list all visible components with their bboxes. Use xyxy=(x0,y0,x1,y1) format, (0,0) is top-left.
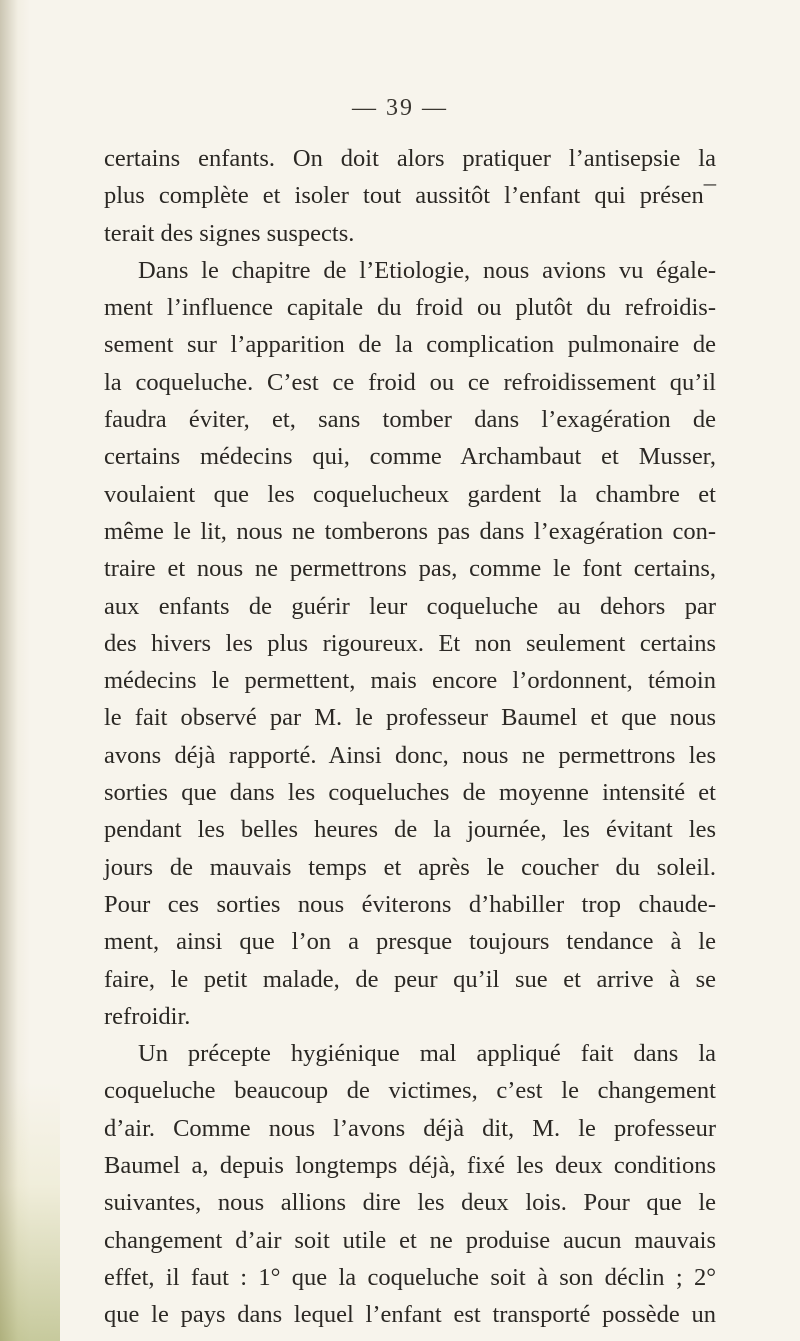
text-line: voulaient que les coquelucheux gardent la chambre et xyxy=(104,480,716,508)
text-line: sorties que dans les coqueluches de moyenne intensité et xyxy=(104,779,716,807)
text-line: le fait observé par M. le professeur Baumel et que nous xyxy=(104,704,716,732)
page-stain xyxy=(0,1081,60,1341)
text-line: Un précepte hygiénique mal appliqué fait dans la xyxy=(138,1040,716,1068)
text-line: aux enfants de guérir leur coqueluche au dehors par xyxy=(104,592,716,620)
text-line: Baumel a, depuis longtemps déjà, fixé les deux conditions xyxy=(104,1152,716,1180)
text-line: sement sur l’apparition de la complication pulmonaire de xyxy=(104,331,716,359)
body-text xyxy=(104,140,716,1334)
text-line: certains médecins qui, comme Archambaut et Musser, xyxy=(104,443,716,471)
text-line: effet, il faut : 1° que la coqueluche soit à son déclin ; 2° xyxy=(104,1263,716,1291)
text-line: même le lit, nous ne tomberons pas dans l’exagération con- xyxy=(104,517,716,545)
text-line: plus complète et isoler tout aussitôt l’enfant qui présen¯ xyxy=(104,182,716,210)
page-number: — 39 — xyxy=(352,95,448,121)
text-line: des hivers les plus rigoureux. Et non seulement certains xyxy=(104,629,716,657)
text-line: faire, le petit malade, de peur qu’il sue et arrive à se xyxy=(104,965,716,993)
text-line: certains enfants. On doit alors pratiquer l’antisepsie la xyxy=(104,145,716,172)
text-line: terait des signes suspects. xyxy=(104,219,355,247)
text-line: faudra éviter, et, sans tomber dans l’exagération de xyxy=(104,406,716,434)
text-line: coqueluche beaucoup de victimes, c’est le changement xyxy=(104,1077,716,1105)
text-line: ment l’influence capitale du froid ou plutôt du refroidis- xyxy=(104,294,716,322)
text-line: Dans le chapitre de l’Etiologie, nous avions vu égale- xyxy=(138,256,716,284)
text-line: la coqueluche. C’est ce froid ou ce refroidissement qu’il xyxy=(104,368,716,396)
text-line: avons déjà rapporté. Ainsi donc, nous ne permettrons les xyxy=(104,741,716,769)
text-line: d’air. Comme nous l’avons déjà dit, M. le professeur xyxy=(104,1114,716,1142)
text-line: jours de mauvais temps et après le coucher du soleil. xyxy=(104,853,716,881)
text-line: Pour ces sorties nous éviterons d’habiller trop chaude- xyxy=(104,890,716,918)
text-line: ment, ainsi que l’on a presque toujours tendance à le xyxy=(104,928,716,956)
text-line: suivantes, nous allions dire les deux lois. Pour que le xyxy=(104,1189,716,1217)
text-line: traire et nous ne permettrons pas, comme le font certains, xyxy=(104,555,716,583)
text-line: changement d’air soit utile et ne produise aucun mauvais xyxy=(104,1226,716,1254)
text-line: médecins le permettent, mais encore l’ordonnent, témoin xyxy=(104,667,716,695)
text-line: que le pays dans lequel l’enfant est transporté possède un xyxy=(104,1301,716,1329)
text-line: refroidir. xyxy=(104,1002,191,1030)
text-line: pendant les belles heures de la journée, les évitant les xyxy=(104,816,716,844)
